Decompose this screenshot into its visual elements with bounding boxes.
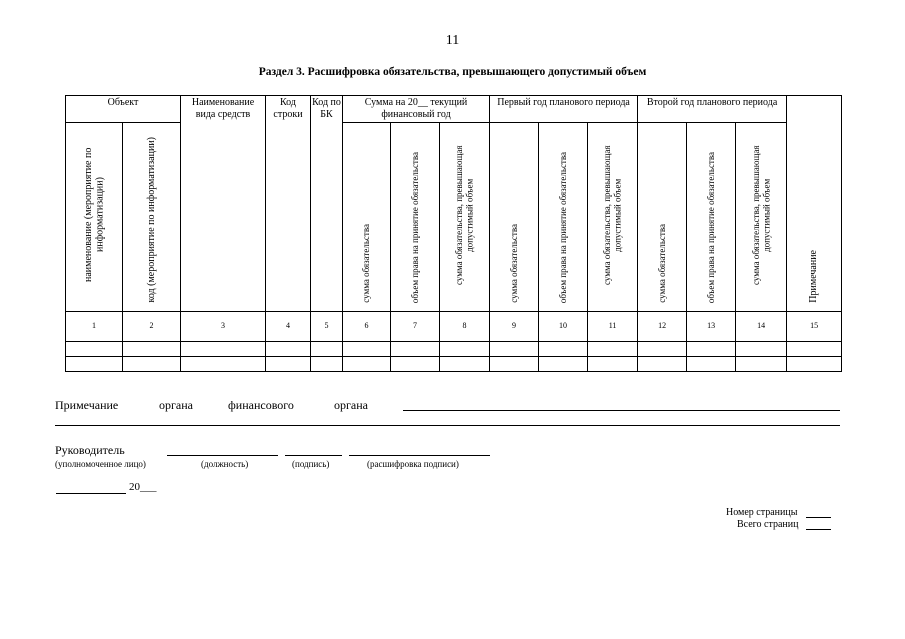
column-number: 13 bbox=[687, 311, 736, 341]
column-number: 7 bbox=[391, 311, 440, 341]
column-number: 5 bbox=[311, 311, 343, 341]
column-number: 6 bbox=[343, 311, 391, 341]
column-number: 12 bbox=[638, 311, 687, 341]
column-number-row bbox=[66, 311, 842, 341]
page-number-field[interactable] bbox=[806, 517, 831, 518]
signature-decoding-caption: (расшифровка подписи) bbox=[367, 459, 459, 469]
header-first-plan-year: Первый год планового периода bbox=[490, 96, 638, 123]
note-section bbox=[55, 398, 855, 418]
header-first-rights: объем права на принятие обязательства bbox=[557, 151, 568, 303]
header-line-code: Код строки bbox=[266, 96, 311, 312]
column-number: 10 bbox=[539, 311, 588, 341]
date-year: 20___ bbox=[129, 481, 157, 493]
header-first-amount: сумма обязательства bbox=[508, 224, 519, 303]
header-note: Примечание bbox=[808, 250, 820, 303]
authorized-person-caption: (уполномоченное лицо) bbox=[55, 459, 146, 469]
header-fund-type: Наименование вида средств bbox=[181, 96, 266, 312]
column-number: 8 bbox=[440, 311, 490, 341]
header-current-year: Сумма на 20__ текущий финансовый год bbox=[343, 96, 490, 123]
header-second-excess: сумма обязательства, превышающая допустимый объем bbox=[750, 145, 772, 285]
header-current-amount: сумма обязательства bbox=[361, 224, 372, 303]
section-title: Раздел 3. Расшифровка обязательства, превышающего допустимый объем bbox=[258, 66, 647, 78]
column-number: 3 bbox=[181, 311, 266, 341]
table-row bbox=[66, 356, 842, 371]
header-current-rights: объем права на принятие обязательства bbox=[409, 151, 420, 303]
note-word-4: органа bbox=[334, 398, 368, 412]
note-word-1: Примечание bbox=[55, 398, 119, 412]
header-object: Объект bbox=[66, 96, 181, 123]
position-line[interactable] bbox=[167, 455, 278, 456]
total-pages-field[interactable] bbox=[806, 529, 831, 530]
head-label: Руководитель bbox=[55, 443, 125, 457]
column-number: 15 bbox=[787, 311, 842, 341]
header-second-plan-year: Второй год планового периода bbox=[638, 96, 787, 123]
header-second-amount: сумма обязательства bbox=[656, 224, 667, 303]
column-number: 11 bbox=[588, 311, 638, 341]
signature-caption: (подпись) bbox=[292, 459, 330, 469]
table-row bbox=[66, 341, 842, 356]
signature-decoding-line[interactable] bbox=[349, 455, 490, 456]
column-number: 14 bbox=[736, 311, 787, 341]
header-note-cell bbox=[787, 96, 842, 312]
column-number: 1 bbox=[66, 311, 123, 341]
column-number: 4 bbox=[266, 311, 311, 341]
header-bk-code: Код по БК bbox=[311, 96, 343, 312]
signature-line[interactable] bbox=[285, 455, 342, 456]
column-number: 9 bbox=[490, 311, 539, 341]
header-object-name: наименование (мероприятие по информатизации) bbox=[82, 147, 105, 283]
note-word-3: финансового bbox=[228, 398, 294, 412]
header-current-excess: сумма обязательства, превышающая допустимый объем bbox=[454, 145, 475, 285]
note-fill-line-2[interactable] bbox=[55, 425, 840, 426]
position-caption: (должность) bbox=[201, 459, 249, 469]
obligation-table bbox=[65, 95, 842, 372]
note-fill-line-1[interactable] bbox=[403, 410, 840, 411]
column-number: 2 bbox=[123, 311, 181, 341]
page-number: 11 bbox=[445, 33, 460, 48]
header-second-rights: объем права на принятие обязательства bbox=[705, 151, 716, 303]
header-object-code: код (мероприятие по информатизации) bbox=[145, 137, 157, 303]
page-number-label: Номер страницы bbox=[726, 507, 798, 518]
total-pages-label: Всего страниц bbox=[737, 519, 799, 530]
date-line[interactable] bbox=[56, 493, 126, 494]
header-first-excess: сумма обязательства, превышающая допустимый объем bbox=[602, 145, 623, 285]
note-word-2: органа bbox=[159, 398, 193, 412]
